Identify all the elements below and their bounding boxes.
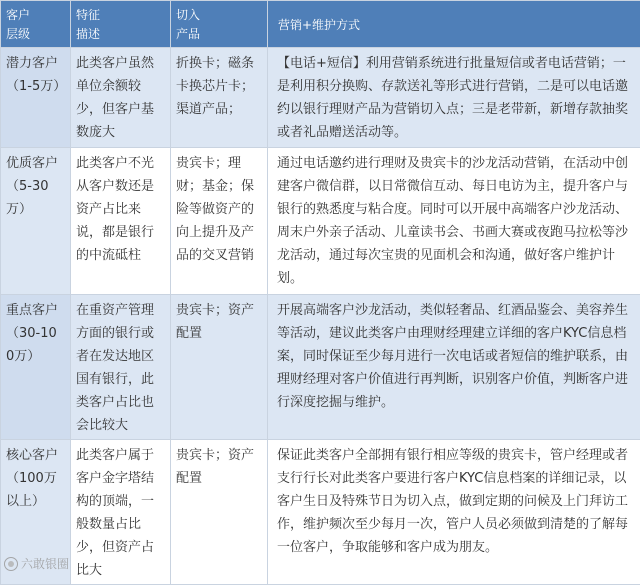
cell-feature: 此类客户不光从客户数还是资产占比来说，都是银行的中流砥柱 <box>71 148 171 295</box>
cell-method: 通过电话邀约进行理财及贵宾卡的沙龙活动营销，在活动中创建客户微信群，以日常微信互动、每日电访为主，提升客户与银行的熟悉度与粘合度。同时可以开展中高端客户沙龙活动、周末户外亲子活动、儿童读书会、书画大赛或夜跑马拉松等沙龙活动，通过每次宝贵的见面机会和沟通，做好客户维护计划。 <box>268 148 640 295</box>
cell-feature: 此类客户属于客户金字塔结构的顶端，一般数量占比少，但资产占比大 <box>71 440 171 585</box>
cell-feature: 在重资产管理方面的银行或者在发达地区国有银行，此类客户占比也会比较大 <box>71 295 171 440</box>
table-row <box>1 440 640 585</box>
cell-product: 贵宾卡；资产配置 <box>171 295 268 440</box>
cell-product: 贵宾卡；资产配置 <box>171 440 268 585</box>
header-method <box>268 1 640 48</box>
table-row <box>1 48 640 148</box>
table-header-row <box>1 1 640 48</box>
cell-method: 保证此类客户全部拥有银行相应等级的贵宾卡，管户经理或者支行行长对此类客户要进行客户KYC信息档案的详细记录，以客户生日及特殊节日为切入点，做到定期的问候及上门拜访工作，维护频次至少每月一次，管户人员必须做到清楚的了解每一位客户，争取能够和客户成为朋友。 <box>268 440 640 585</box>
header-product <box>171 1 268 48</box>
watermark <box>4 555 69 572</box>
header-feature <box>71 1 171 48</box>
table-row <box>1 148 640 295</box>
header-line: 层级 <box>6 27 30 41</box>
header-line: 描述 <box>76 27 100 41</box>
header-line: 切入 <box>176 8 200 22</box>
cell-level: 潜力客户（1-5万） <box>1 48 71 148</box>
logo-circle-icon <box>4 557 18 571</box>
cell-product: 折换卡；磁条卡换芯片卡；渠道产品； <box>171 48 268 148</box>
watermark-text: 六敢银圈 <box>21 555 69 572</box>
header-line: 产品 <box>176 27 200 41</box>
header-line: 特征 <box>76 8 100 22</box>
cell-level: 重点客户（30-100万） <box>1 295 71 440</box>
cell-method: 【电话+短信】利用营销系统进行批量短信或者电话营销；一是利用积分换购、存款送礼等形式进行营销，二是可以电话邀约以银行理财产品为营销切入点；三是老带新，新增存款抽奖或者礼品赠送活动等。 <box>268 48 640 148</box>
header-line: 营销+维护方式 <box>278 18 360 32</box>
cell-level: 核心客户（100万以上） <box>1 440 71 585</box>
cell-method: 开展高端客户沙龙活动，类似轻奢品、红酒品鉴会、美容养生等活动，建议此类客户由理财经理建立详细的客户KYC信息档案，同时保证至少每月进行一次电话或者短信的维护联系，由理财经理对客户价值进行再判断，识别客户价值，判断客户进行深度挖掘与维护。 <box>268 295 640 440</box>
cell-product: 贵宾卡；理财；基金；保险等做资产的向上提升及产品的交叉营销 <box>171 148 268 295</box>
cell-level: 优质客户（5-30万） <box>1 148 71 295</box>
cell-feature: 此类客户虽然单位余额较少，但客户基数庞大 <box>71 48 171 148</box>
header-line: 客户 <box>6 8 30 22</box>
header-customer-level <box>1 1 71 48</box>
table-row <box>1 295 640 440</box>
